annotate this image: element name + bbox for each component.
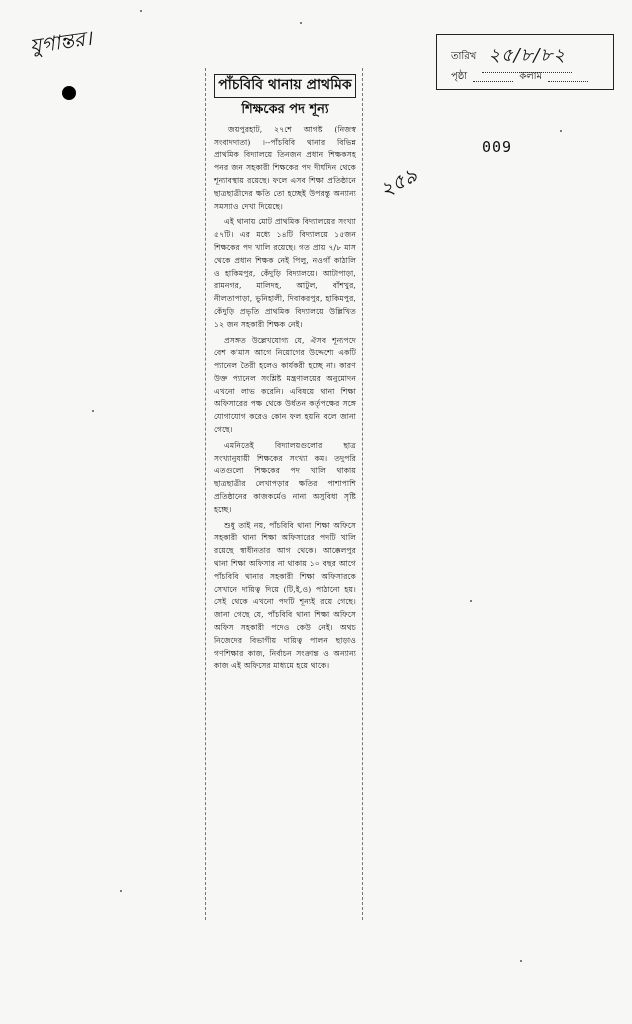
headline-line-2: শিক্ষকের পদ শূন্য [241,101,329,117]
stamp-page-blank [473,73,513,82]
date-stamp [436,34,614,90]
stamp-column-label: কলাম [519,71,543,82]
scan-speck [92,410,94,412]
page-number: 009 [482,138,513,156]
scan-speck [560,130,562,132]
stamp-column-blank [548,73,588,82]
stamp-date-value: ২৫/৮/৮২ [482,41,572,73]
scan-speck [140,10,142,12]
newspaper-clipping [205,68,363,920]
punch-hole [62,86,76,100]
article-paragraph: প্রসঙ্গত উল্লেখযোগ্য যে, ঐসব শূন্যপদে বেশ ক'মাস আগে নিয়োগের উদ্দেশ্যে একটি প্যানেল তৈরী হলেও কার্যকরী হচ্ছে না। কারণ উক্ত প্যানেল সংশ্লিষ্ট মন্ত্রণালয়ের অনুমোদন এখনো লাভ করেনি। এবিষয়ে থানা শিক্ষা অফিসারের পক্ষ থেকে উর্ধতন কর্তৃপক্ষের সঙ্গে যোগাযোগ করেও কোন ফল হয়নি বলে জানা গেছে। [214,335,356,435]
stamp-date-label: তারিখ [451,50,477,62]
scan-speck [120,890,122,892]
scan-speck [520,960,522,962]
stamp-page-label: পৃষ্ঠা [451,71,468,82]
headline-line-1: পাঁচবিবি থানায় প্রাথমিক [214,74,356,98]
article-paragraph: শুধু তাই নয়, পাঁচবিবি থানা শিক্ষা অফিসে সহকারী থানা শিক্ষা অফিসারের পদটি খালি রয়েছে স্বাধীনতার আগ থেকে। আক্কেলপুর থানা শিক্ষা অফিসার না থাকায় ১০ বছর আগে পাঁচবিবি থানার সহকারী শিক্ষা অফিসারকে সেখানে দায়িত্ব দিয়ে (টি,ই,ও) পাঠানো হয়। সেই থেকে এখনো পদটি শূন্যই রয়ে গেছে। জানা গেছে যে, পাঁচবিবি থানা শিক্ষা অফিসে অফিস সহকারী পদেও কেউ নেই। অথচ নিজেদের বিভাগীয় দায়িত্ব পালন ছাড়াও গণশিক্ষার কাজ, নির্বাচন সংক্রান্ত ও অন্যান্য কাজ এই অফিসের মাধ্যমে হয়ে থাকে। [214,520,356,671]
article-paragraph: এমনিতেই বিদ্যালয়গুলোর ছাত্র সংখ্যানুযায়ী শিক্ষকের সংখ্যা কম। তদুপরি এতগুলো শিক্ষকের পদ খালি থাকায় ছাত্রছাত্রীর লেখাপড়ার ক্ষতির পাশাপাশি প্রতিষ্ঠানের কাজকর্মেও নানা অসুবিধা সৃষ্টি হচ্ছে। [214,440,356,514]
scan-speck [300,22,302,24]
article-paragraph: এই থানায় মোট প্রাথমিক বিদ্যালয়ের সংখ্যা ৫৭টি। এর মধ্যে ১৪টি বিদ্যালয়ে ১৫জন শিক্ষকের পদ খালি রয়েছে। গত প্রায় ৭/৮ মাস থেকে প্রধান শিক্ষক নেই পিলু, নওগাঁ কাঠালি ও হাকিমপুর, কেঁদুড়ি বিদ্যালয়ে। আটাপাড়া, রামনগর, মালিদহ, আটুল, বাঁশখুর, নীলতাপাড়া, ভুনিহালী, দিবাকরপুর, হাকিমপুর, কেঁদুড়ি প্রভৃতি প্রাথমিক বিদ্যালয়ে উল্লিখিত ১২ জন সহকারী শিক্ষক নেই। [214,217,356,329]
handwritten-source-note: যুগান্তর। [28,25,94,59]
scan-speck [470,600,472,602]
stamp-page-row [451,69,588,86]
article-paragraph: জয়পুরহাট, ২৭শে আগষ্ট (নিজস্ব সংবাদদাতা) ।--পাঁচবিবি থানার বিভিন্ন প্রাথমিক বিদ্যালয়ে তিনজন প্রধান শিক্ষকসহ পনর জন সহকারী শিক্ষকের পদ দীর্ঘদিন থেকে শূন্যাবস্থায় রয়েছে। ফলে এসব শিক্ষা প্রতিষ্ঠানে ছাত্রছাত্রীদের ক্ষতি তো হচ্ছেই উপরন্তু অন্যান্য সমস্যাও দেখা দিয়েছে। [214,124,356,211]
handwritten-margin-note: ২৫৯ [375,162,422,203]
